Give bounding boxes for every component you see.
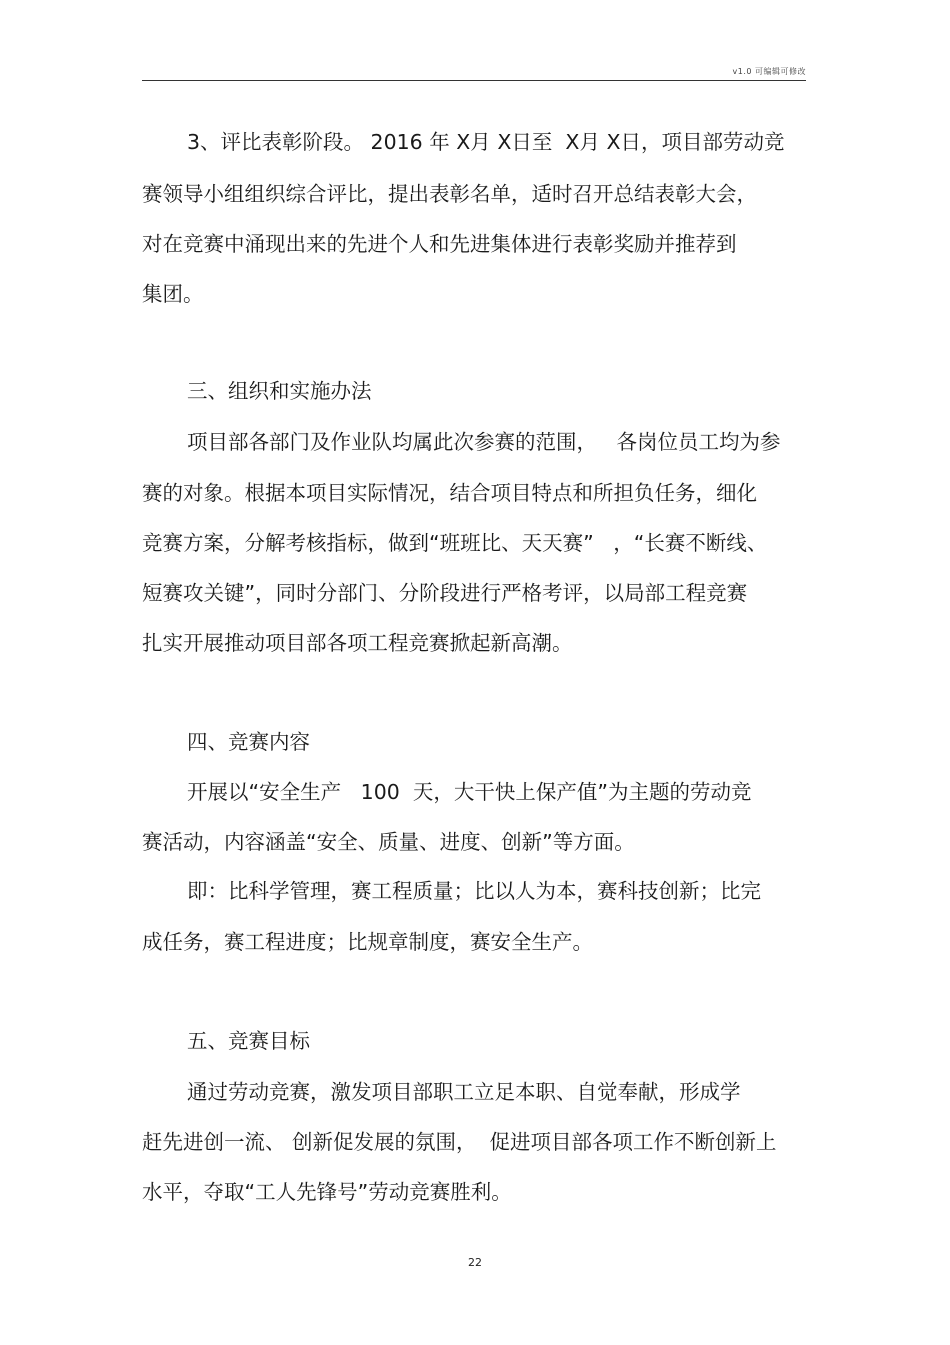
paragraph-line: 开展以“安全生产 100 天，大干快上保产值”为主题的劳动竞 — [187, 780, 752, 804]
section-heading: 三、组织和实施办法 — [187, 379, 372, 403]
paragraph-line: 对在竞赛中涌现出来的先进个人和先进集体进行表彰奖励并推荐到 — [142, 232, 737, 256]
section-heading: 四、竞赛内容 — [187, 730, 310, 754]
paragraph-line: 3、评比表彰阶段。 2016 年 X月 X日至 X月 X日，项目部劳动竞 — [187, 130, 785, 154]
section-heading: 五、竞赛目标 — [187, 1029, 310, 1053]
page-number: 22 — [468, 1256, 482, 1269]
header-divider — [142, 80, 806, 81]
paragraph-line: 赛领导小组组织综合评比，提出表彰名单，适时召开总结表彰大会， — [142, 182, 757, 206]
paragraph-line: 即：比科学管理，赛工程质量；比以人为本，赛科技创新；比完 — [187, 879, 761, 903]
paragraph-line: 集团。 — [142, 282, 204, 306]
paragraph-line: 水平，夺取“工人先锋号”劳动竞赛胜利。 — [142, 1180, 512, 1204]
paragraph-line: 赛的对象。根据本项目实际情况，结合项目特点和所担负任务，细化 — [142, 481, 757, 505]
paragraph-line: 赶先进创一流、 创新促发展的氛围， 促进项目部各项工作不断创新上 — [142, 1130, 777, 1154]
paragraph-line: 成任务，赛工程进度；比规章制度，赛安全生产。 — [142, 930, 593, 954]
paragraph-line: 短赛攻关键”，同时分部门、分阶段进行严格考评，以局部工程竞赛 — [142, 581, 748, 605]
paragraph-line: 赛活动，内容涵盖“安全、质量、进度、创新”等方面。 — [142, 830, 635, 854]
paragraph-line: 项目部各部门及作业队均属此次参赛的范围， 各岗位员工均为参 — [187, 430, 781, 454]
version-label: v1.0 可编辑可修改 — [732, 67, 806, 76]
paragraph-line: 通过劳动竞赛，激发项目部职工立足本职、自觉奉献，形成学 — [187, 1080, 741, 1104]
paragraph-line: 竞赛方案，分解考核指标，做到“班班比、天天赛” ，“长赛不断线、 — [142, 531, 768, 555]
paragraph-line: 扎实开展推动项目部各项工程竞赛掀起新高潮。 — [142, 631, 573, 655]
